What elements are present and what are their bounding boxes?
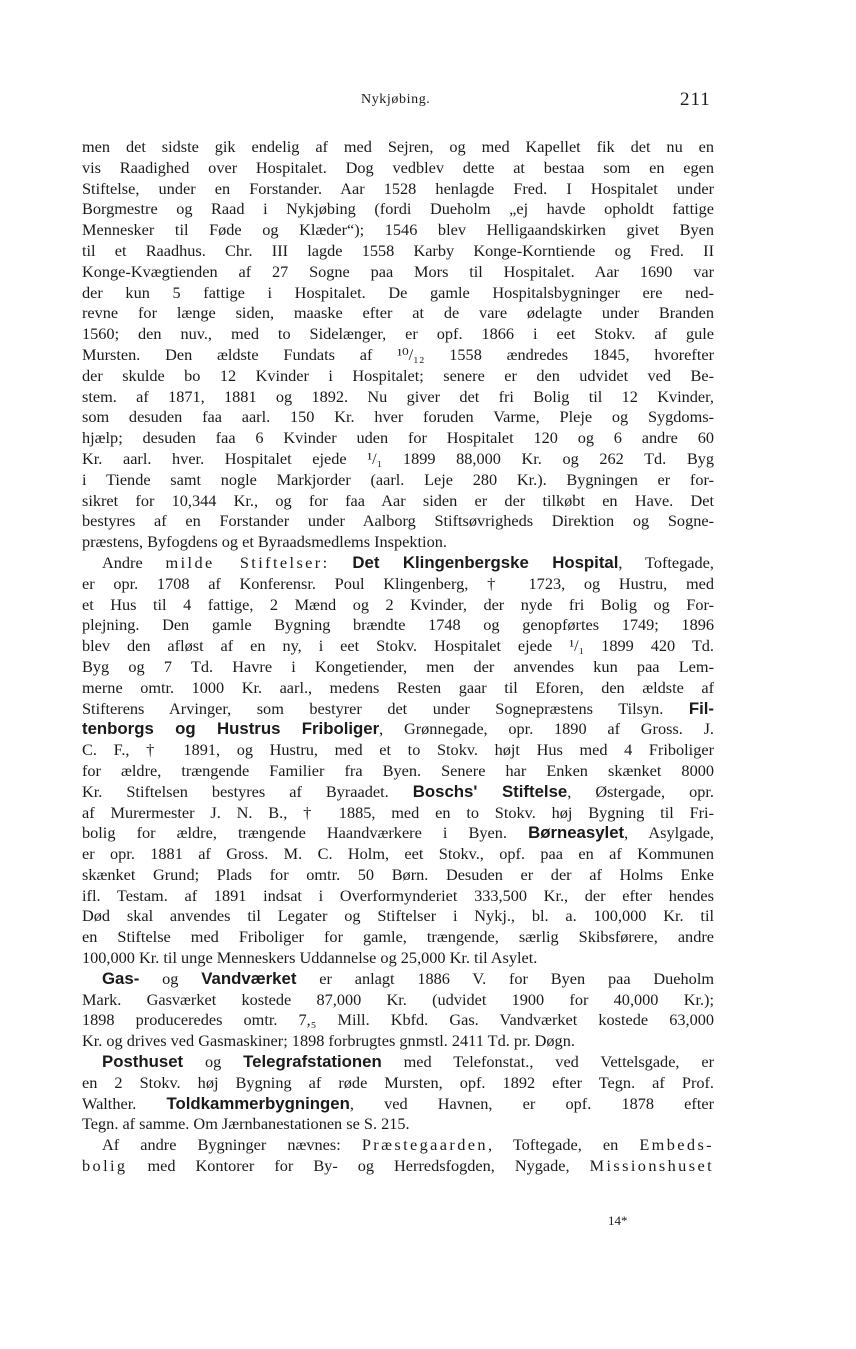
text-run: er anlagt 1886 V. for Byen paa Dueholm [296,968,715,988]
bold-heading-run: Telegrafstationen [243,1052,382,1072]
bold-heading-run: Posthuset [102,1052,184,1072]
text-line [82,303,714,324]
bold-heading-run: Vandværket [201,968,297,988]
text-line [82,948,714,969]
text-line [82,283,714,304]
text-run: 100,000 Kr. til unge Menneskers Uddannelse og 25,000 Kr. til Asylet. [82,948,538,968]
text-run: af Murermester J. N. B., † 1885, med en to Stokv. høj Bygning til Fri- [82,802,714,822]
text-run: Mark. Gasværket kostede 87,000 Kr. (udvidet 1900 for 40,000 Kr.); [82,989,714,1009]
text-line [82,636,714,657]
text-run: en Stiftelse med Friboliger for gamle, trængende, særlig Skibsførere, andre [82,927,714,947]
text-line [82,470,714,491]
text-line [82,387,714,408]
text-run: , Grønnegade, opr. 1890 af Gross. J. [379,719,714,739]
text-run: og [183,1052,244,1072]
bold-heading-run: Fil- [688,698,714,718]
text-run: , Toftegade, en [487,1135,640,1155]
text-line [82,782,714,803]
text-line [82,366,714,387]
text-line [82,595,714,616]
text-line [82,1094,714,1115]
text-line [82,990,714,1011]
text-line [82,158,714,179]
text-run: Byg og 7 Td. Havre i Kongetiender, men der anvendes kun paa Lem- [82,656,714,676]
text-run: Stiftelse, under en Forstander. Aar 1528 henlagde Fred. I Hospitalet under [82,178,714,198]
text-run: der skulde bo 12 Kvinder i Hospitalet; senere er den udvidet ved Be- [82,365,714,385]
body-text [82,137,714,1177]
page-number: 211 [680,89,711,110]
text-run: , ved Havnen, er opf. 1878 efter [349,1093,714,1113]
text-line [82,220,714,241]
spaced-emphasis-run: Præstegaarden [361,1135,488,1155]
text-line [82,241,714,262]
text-line [82,1031,714,1052]
text-line [82,137,714,158]
text-line [82,428,714,449]
text-line [82,407,714,428]
text-run: præstens, Byfogdens og et Byraadsmedlems Inspektion. [82,532,447,552]
text-run: er opr. 1881 af Gross. M. C. Holm, eet Stokv., opf. paa en af Kommunen [82,844,714,864]
text-run: i Tiende samt nogle Markjorder (aarl. Leje 280 Kr.). Bygningen er for- [82,469,714,489]
text-line [82,1114,714,1135]
bold-heading-run: Gas- [102,968,140,988]
text-line [82,927,714,948]
text-run: Andre [102,552,166,572]
text-line [82,1135,714,1156]
running-head [0,89,856,112]
spaced-emphasis-run: milde Stiftelser: [165,552,330,572]
text-line [82,1010,714,1031]
text-line [82,678,714,699]
text-line [82,532,714,553]
text-line [82,969,714,990]
text-line [82,699,714,720]
text-run: skænket Grund; Plads for omtr. 50 Børn. Desuden er der af Holms Enke [82,864,714,884]
text-run: men det sidste gik endelig af med Sejren, og med Kapellet fik det nu en [82,137,714,156]
text-run: Borgmestre og Raad i Nykjøbing (fordi Dueholm „ej havde opholdt fattige [82,199,714,219]
text-line [82,761,714,782]
running-head-title: Nykjøbing. [361,92,431,107]
text-run: til et Raadhus. Chr. III lagde 1558 Karby Konge-Korntiende og Fred. II [82,240,714,260]
text-run: Mennesker til Føde og Klæder“); 1546 blev Helligaandskirken givet Byen [82,220,714,240]
text-line [82,179,714,200]
text-run: C. F., † 1891, og Hustru, med et to Stokv. højt Hus med 4 Friboliger [82,740,714,760]
text-run: merne omtr. 1000 Kr. aarl., medens Resten gaar til Eforen, den ældste af [82,677,714,697]
text-line [82,865,714,886]
text-line [82,491,714,512]
text-line [82,1073,714,1094]
text-line [82,574,714,595]
text-run: plejning. Den gamle Bygning brændte 1748 og genopførtes 1749; 1896 [82,615,714,635]
text-run: Stifterens Arvinger, som bestyrer det under Sognepræstens Tilsyn. [82,698,689,718]
bold-heading-run: Toldkammerbygningen [166,1093,350,1113]
text-run: blev den afløst af en ny, i eet Stokv. Hospitalet ejede ¹/₁ 1899 420 Td. [82,636,714,656]
text-run: stem. af 1871, 1881 og 1892. Nu giver det fri Bolig til 12 Kvinder, [82,386,714,406]
text-line [82,553,714,574]
bold-heading-run: Det Klingenbergske Hospital [352,552,619,572]
text-run: Af andre Bygninger nævnes: [102,1135,362,1155]
text-line [82,511,714,532]
text-run: bolig for ældre, trængende Haandværkere i Byen. [82,823,529,843]
text-run: , Østergade, opr. [567,781,714,801]
spaced-emphasis-run: Missionshuset [589,1156,714,1176]
text-run: der kun 5 fattige i Hospitalet. De gamle Hospitalsbygninger ere ned- [82,282,714,302]
text-run: ifl. Testam. af 1891 indsat i Overformynderiet 333,500 Kr., der efter hendes [82,885,714,905]
text-run: en 2 Stokv. høj Bygning af røde Mursten, opf. 1892 efter Tegn. af Prof. [82,1072,714,1092]
text-line [82,1156,714,1177]
text-line [82,803,714,824]
text-run: Tegn. af samme. Om Jærnbanestationen se S. 215. [82,1114,410,1134]
text-line [82,199,714,220]
text-run: Kr. Stiftelsen bestyres af Byraadet. [82,781,413,801]
text-run: som desuden faa aarl. 150 Kr. hver foruden Varme, Pleje og Sygdoms- [82,407,714,427]
text-line [82,844,714,865]
signature-mark: 14* [608,1213,628,1228]
text-run: Konge-Kvægtienden af 27 Sogne paa Mors til Hospitalet. Aar 1690 var [82,261,714,281]
text-line [82,886,714,907]
text-line [82,906,714,927]
text-run: med Kontorer for By- og Herredsfogden, Nygade, [127,1156,590,1176]
bold-heading-run: Boschs' Stiftelse [412,781,568,801]
text-run: for ældre, trængende Familier fra Byen. Senere har Enken skænket 8000 [82,760,714,780]
text-run: Mursten. Den ældste Fundats af ¹⁰/₁₂ 1558 ændredes 1845, hvorefter [82,344,714,364]
text-run [330,553,353,572]
text-line [82,823,714,844]
text-run: Walther. [82,1093,167,1113]
bold-heading-run: tenborgs og Hustrus Friboliger [82,719,380,739]
text-run: hjælp; desuden faa 6 Kvinder uden for Hospitalet 120 og 6 andre 60 [82,428,714,448]
text-line [82,449,714,470]
text-run: et Hus til 4 fattige, 2 Mænd og 2 Kvinder, der nyde fri Bolig og For- [82,594,714,614]
spaced-emphasis-run: bolig [82,1156,128,1176]
text-run: bestyres af en Forstander under Aalborg Stiftsøvrigheds Direktion og Sogne- [82,511,714,531]
text-line [82,719,714,740]
text-run: og [139,968,202,988]
text-run: 1560; den nuv., med to Sidelænger, er opf. 1866 i eet Stokv. af gule [82,324,714,344]
text-run: Kr. aarl. hver. Hospitalet ejede ¹/₁ 1899 88,000 Kr. og 262 Td. Byg [82,448,714,468]
text-run: er opr. 1708 af Konferensr. Poul Klingenberg, † 1723, og Hustru, med [82,573,714,593]
text-run: 1898 produceredes omtr. 7,₅ Mill. Kbfd. Gas. Vandværket kostede 63,000 [82,1010,714,1030]
text-run: sikret for 10,344 Kr., og for faa Aar siden er der tilkøbt en Have. Det [82,490,714,510]
text-line [82,615,714,636]
text-line [82,740,714,761]
text-run: Kr. og drives ved Gasmaskiner; 1898 forbrugtes gnmstl. 2411 Td. pr. Døgn. [82,1031,575,1051]
text-run: , Asylgade, [624,823,714,843]
bold-heading-run: Børneasylet [528,823,625,843]
text-run: med Telefonstat., ved Vettelsgade, er [381,1052,714,1072]
text-line [82,345,714,366]
text-run: revne for længe siden, maaske efter at de vare ødelagte under Branden [82,303,714,323]
text-line [82,324,714,345]
text-run: Død skal anvendes til Legater og Stiftelser i Nykj., bl. a. 100,000 Kr. til [82,906,714,926]
text-line [82,657,714,678]
text-run: , Toftegade, [618,552,714,572]
text-line [82,1052,714,1073]
spaced-emphasis-run: Embeds- [639,1135,715,1155]
text-line [82,262,714,283]
text-run: vis Raadighed over Hospitalet. Dog vedblev dette at bestaa som en egen [82,157,714,177]
